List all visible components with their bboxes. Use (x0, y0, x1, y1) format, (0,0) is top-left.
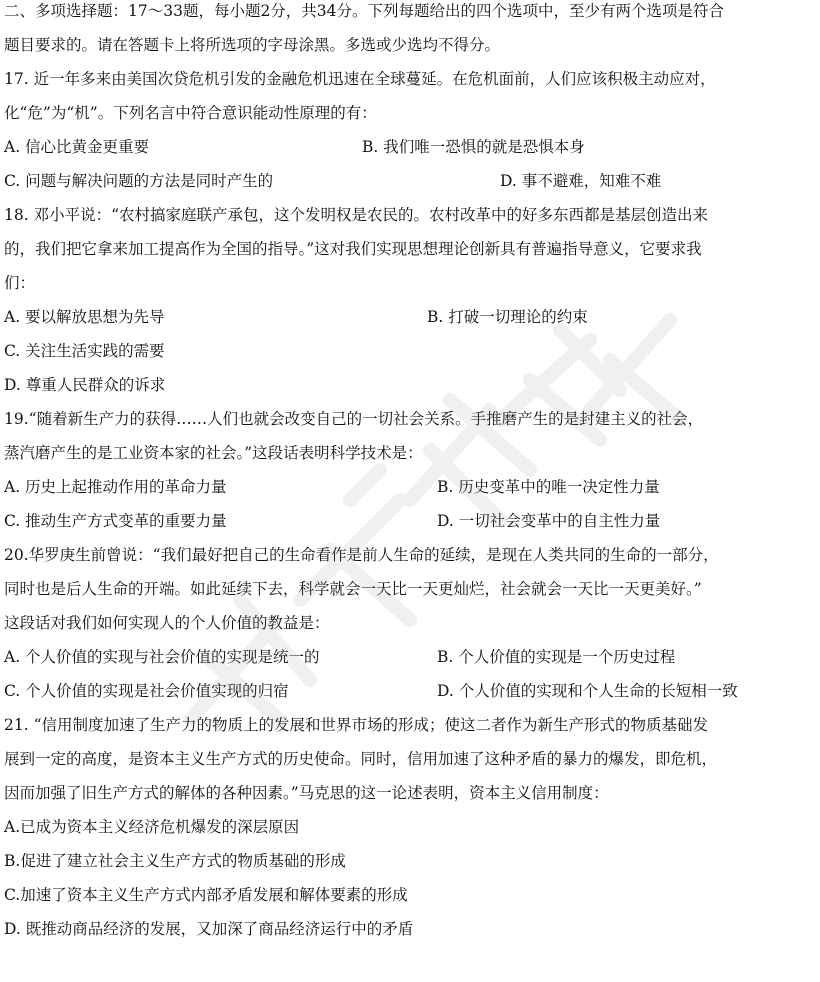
q17-option-a: A. 信心比黄金更重要 (4, 138, 150, 156)
q20-option-c: C. 个人价值的实现是社会价值实现的归宿 (4, 682, 289, 700)
q17-option-c: C. 问题与解决问题的方法是同时产生的 (4, 172, 274, 190)
q19-option-c: C. 推动生产方式变革的重要力量 (4, 512, 227, 530)
q20-option-a: A. 个人价值的实现与社会价值的实现是统一的 (4, 648, 320, 666)
q20-option-d: D. 个人价值的实现和个人生命的长短相一致 (437, 682, 738, 700)
q17-stem-line-2: 化“危”为“机”。下列名言中符合意识能动性原理的有： (4, 104, 377, 122)
q21-stem-line-2: 展到一定的高度，是资本主义生产方式的历史使命。同时，信用加速了这种矛盾的暴力的爆发，即危机， (4, 750, 718, 768)
q18-option-a: A. 要以解放思想为先导 (4, 308, 165, 326)
q19-stem-line-2: 蒸汽磨产生的是工业资本家的社会。”这段话表明科学技术是： (4, 444, 423, 462)
q17-option-d: D. 事不避难，知难不难 (500, 172, 662, 190)
q21-option-d: D. 既推动商品经济的发展，又加深了商品经济运行中的矛盾 (4, 920, 414, 938)
q20-stem-line-2: 同时也是后人生命的开端。如此延续下去，科学就会一天比一天更灿烂，社会就会一天比一天更美好。” (4, 580, 702, 598)
q21-option-c: C.加速了资本主义生产方式内部矛盾发展和解体要素的形成 (4, 886, 408, 904)
q19-option-a: A. 历史上起推动作用的革命力量 (4, 478, 227, 496)
q17-option-b: B. 我们唯一恐惧的就是恐惧本身 (362, 138, 585, 156)
q17-stem-line-1: 17. 近一年多来由美国次贷危机引发的金融危机迅速在全球蔓延。在危机面前，人们应该积极主动应对， (4, 70, 716, 88)
q19-option-d: D. 一切社会变革中的自主性力量 (437, 512, 661, 530)
q18-option-d: D. 尊重人民群众的诉求 (4, 376, 166, 394)
q19-stem-line-1: 19.“随着新生产力的获得……人们也就会改变自己的一切社会关系。手推磨产生的是封建主义的社会， (4, 410, 704, 428)
section-header-line-1: 二、多项选择题：17～33题，每小题2分，共34分。下列每题给出的四个选项中，至少有两个选项是符合 (4, 2, 725, 20)
q21-option-a: A.已成为资本主义经济危机爆发的深层原因 (4, 818, 300, 836)
q18-option-b: B. 打破一切理论的约束 (427, 308, 588, 326)
q21-option-b: B.促进了建立社会主义生产方式的物质基础的形成 (4, 852, 346, 870)
q18-stem-line-1: 18. 邓小平说：“农村搞家庭联产承包，这个发明权是农民的。农村改革中的好多东西都是基层创造出来 (4, 206, 709, 224)
q18-stem-line-2: 的，我们把它拿来加工提高作为全国的指导。”这对我们实现思想理论创新具有普遍指导意义，它要求我 (4, 240, 702, 258)
q20-stem-line-3: 这段话对我们如何实现人的个人价值的教益是： (4, 614, 330, 632)
section-header-line-2: 题目要求的。请在答题卡上将所选项的字母涂黑。多选或少选均不得分。 (4, 36, 501, 54)
q21-stem-line-3: 因而加强了旧生产方式的解体的各种因素。”马克思的这一论述表明，资本主义信用制度： (4, 784, 609, 802)
q18-option-c: C. 关注生活实践的需要 (4, 342, 165, 360)
q19-option-b: B. 历史变革中的唯一决定性力量 (437, 478, 660, 496)
q20-stem-line-1: 20.华罗庚生前曾说：“我们最好把自己的生命看作是前人生命的延续，是现在人类共同的生命的一部分， (4, 546, 719, 564)
q20-option-b: B. 个人价值的实现是一个历史过程 (437, 648, 676, 666)
q18-stem-line-3: 们： (4, 274, 36, 292)
q21-stem-line-1: 21. “信用制度加速了生产力的物质上的发展和世界市场的形成；使这二者作为新生产形式的物质基础发 (4, 716, 709, 734)
